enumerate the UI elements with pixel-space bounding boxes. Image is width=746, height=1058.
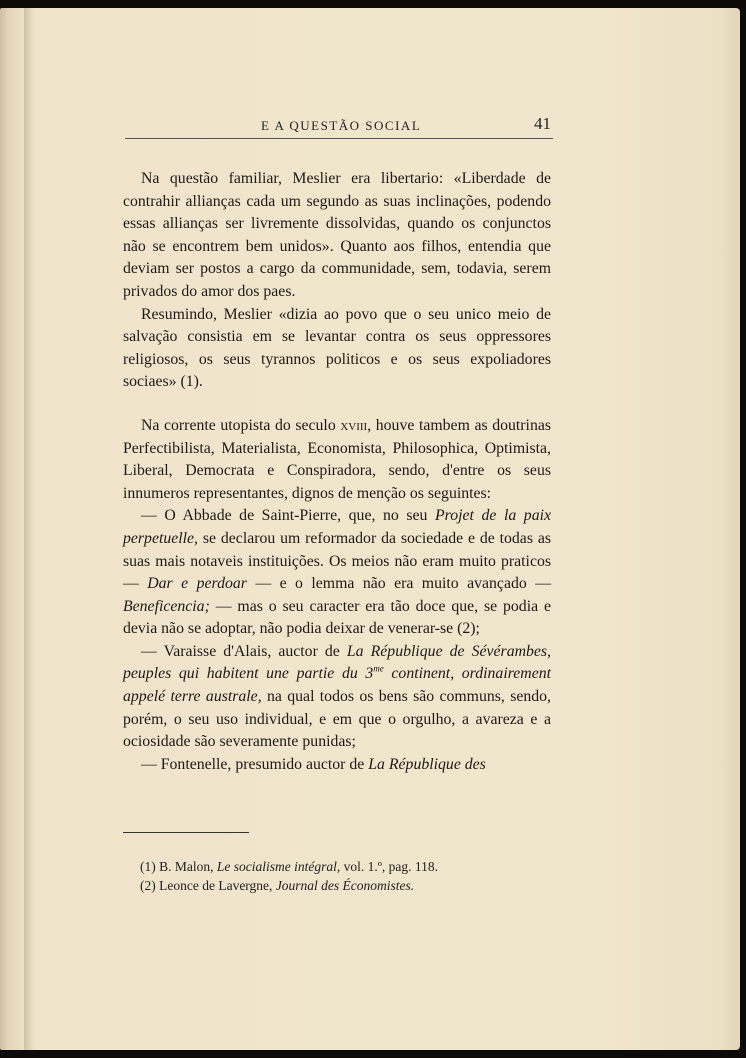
footnote-rule (123, 832, 249, 833)
body-text (123, 168, 551, 776)
page-number: 41 (534, 114, 551, 133)
paragraph-utopian-current: Na corrente utopista do seculo xviii, houve tambem as doutrinas Perfectibilista, Materialista, Economista, Philosophica, Optimista, Liberal, Democrata e Conspiradora, sendo, d'entre os seus innumeros representantes, dignos de menção os seguintes: (123, 416, 551, 502)
footnote-1: (1) B. Malon, Le socialisme intégral, vol. 1.º, pag. 118. (140, 859, 439, 874)
paragraph-family-question: Na questão familiar, Meslier era libertario: «Liberdade de contrahir allianças cada um segundo as suas inclinações, podendo essas allianças ser livremente dissolvidas, quando os conjunctos não se encontrem bem unidos». Quanto aos filhos, entendia que deviam ser postos a cargo da communidade, sem, todavia, serem privados do amor dos paes. (123, 170, 551, 300)
running-title: E A QUESTÃO SOCIAL (261, 118, 422, 133)
page-gutter-shadow (24, 8, 34, 1050)
footnotes (140, 857, 560, 895)
paragraph-varaisse: — Varaisse d'Alais, auctor de La République de Sévérambes, peuples qui habitent une partie du $3^{me}$ continent, ordinairement appelé terre australe, na qual todos os bens são communs, sendo, porém, o seu uso individual, e em que o orgulho, a avareza e a ociosidade são severamente punidas; (123, 642, 552, 751)
paragraph-saint-pierre: — O Abbade de Saint-Pierre, que, no seu Projet de la paix perpetuelle, se declarou um reformador da sociedade e de todas as suas mais notaveis instituições. Os meios não eram muito praticos — Dar e perdoar — e o lemma não era muito avançado — Beneficencia; — mas o seu caracter era tão doce que, se podia e devia não se adoptar, não podia deixar de venerar-se (2); (123, 507, 551, 638)
paragraph-fontenelle: — Fontenelle, presumido auctor de La République des (141, 755, 486, 773)
paragraph-summary: Resumindo, Meslier «dizia ao povo que o seu unico meio de salvação consistia em se levantar contra os seus oppressores religiosos, os seus tyrannos politicos e os seus expoliadores sociaes» (1). (123, 305, 551, 391)
page-header (125, 114, 553, 139)
footnote-2: (2) Leonce de Lavergne, Journal des Économistes. (140, 878, 415, 893)
